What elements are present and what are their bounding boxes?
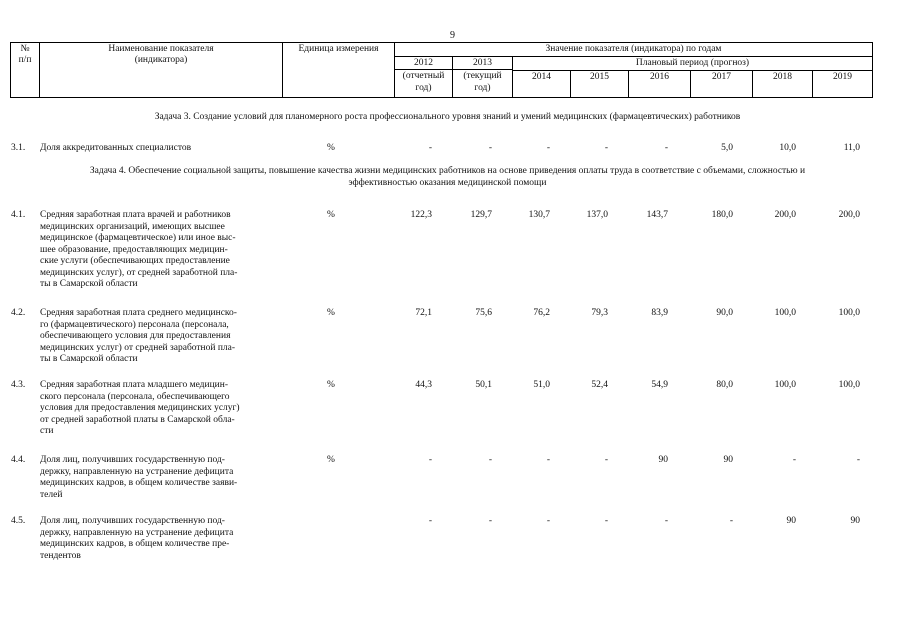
value-2019: 90 bbox=[850, 516, 860, 526]
indicator-unit: % bbox=[327, 455, 335, 465]
value-2015: - bbox=[604, 455, 608, 465]
value-2015: 79,3 bbox=[591, 308, 608, 318]
value-2012: 122,3 bbox=[410, 210, 432, 220]
page-number: 9 bbox=[450, 30, 455, 41]
row-number: 4.4. bbox=[11, 455, 26, 465]
value-2016: - bbox=[664, 143, 668, 153]
value-2019: 11,0 bbox=[843, 143, 860, 153]
header-year: 2017 bbox=[691, 71, 753, 98]
row-number: 4.5. bbox=[11, 516, 26, 526]
value-2012: - bbox=[428, 516, 432, 526]
value-2015: - bbox=[604, 516, 608, 526]
value-2017: 5,0 bbox=[721, 143, 733, 153]
value-2013: 129,7 bbox=[470, 210, 492, 220]
value-2018: - bbox=[792, 455, 796, 465]
value-2012: 72,1 bbox=[415, 308, 432, 318]
indicator-table-header bbox=[10, 42, 873, 98]
value-2018: 200,0 bbox=[774, 210, 796, 220]
value-2018: 100,0 bbox=[774, 308, 796, 318]
value-2016: - bbox=[664, 516, 668, 526]
value-2016: 143,7 bbox=[646, 210, 668, 220]
task4-title: Задача 4. Обеспечение социальной защиты, повышение качества жизни медицинских работников на основе приведения оплаты труда в соответствие с объемами, сложностью и эффективностью оказания медицинской помощи bbox=[89, 166, 806, 188]
task3-title: Задача 3. Создание условий для планомерного роста профессионального уровня знаний и умений медицинских (фармацевтических) работников bbox=[154, 112, 741, 122]
value-2013: 75,6 bbox=[475, 308, 492, 318]
value-2012: - bbox=[428, 143, 432, 153]
value-2014: - bbox=[546, 143, 550, 153]
header-year: 2015 bbox=[571, 71, 629, 98]
header-year-2013: 2013 (текущий год) bbox=[453, 57, 513, 98]
value-2016: 90 bbox=[658, 455, 668, 465]
value-2013: 50,1 bbox=[475, 380, 492, 390]
header-planned-period: Плановый период (прогноз) bbox=[513, 57, 873, 71]
value-2017: 180,0 bbox=[711, 210, 733, 220]
value-2014: 76,2 bbox=[533, 308, 550, 318]
value-2018: 10,0 bbox=[779, 143, 796, 153]
value-2015: 52,4 bbox=[591, 380, 608, 390]
row-number: 4.3. bbox=[11, 380, 26, 390]
header-year: 2018 bbox=[753, 71, 813, 98]
header-number: № п/п bbox=[11, 43, 40, 98]
value-2017: - bbox=[729, 516, 733, 526]
value-2015: - bbox=[604, 143, 608, 153]
indicator-name: Доля лиц, получивших государственную под- держку, направленную на устранение дефицита медицинских кадров, в общем количестве заяви- телей bbox=[40, 455, 238, 500]
row-number: 3.1. bbox=[11, 143, 26, 153]
value-2019: 100,0 bbox=[838, 380, 860, 390]
value-2014: 130,7 bbox=[528, 210, 550, 220]
header-year: 2014 bbox=[513, 71, 571, 98]
header-year: 2016 bbox=[629, 71, 691, 98]
value-2016: 83,9 bbox=[651, 308, 668, 318]
value-2015: 137,0 bbox=[586, 210, 608, 220]
indicator-name: Доля лиц, получивших государственную под- держку, направленную на устранение дефицита медицинских кадров, в общем количестве пре- тендентов bbox=[40, 516, 234, 561]
value-2013: - bbox=[488, 516, 492, 526]
indicator-name: Средняя заработная плата среднего медицинско- го (фармацевтического) персонала (персонала, обеспечивающего условия для предоставления медицинских услуг) от средней заработной пла- ты в Самарской области bbox=[40, 308, 237, 365]
value-2014: - bbox=[546, 455, 550, 465]
indicator-unit: % bbox=[327, 210, 335, 220]
indicator-unit: % bbox=[327, 143, 335, 153]
indicator-name: Доля аккредитованных специалистов bbox=[40, 143, 192, 153]
value-2019: - bbox=[856, 455, 860, 465]
indicator-name: Средняя заработная плата младшего медицин- ского персонала (персонала, обеспечивающего условия для предоставления медицинских услуг) от средней заработной платы в Самарской обла- сти bbox=[40, 380, 240, 437]
value-2012: - bbox=[428, 455, 432, 465]
value-2014: 51,0 bbox=[533, 380, 550, 390]
value-2017: 90 bbox=[723, 455, 733, 465]
value-2014: - bbox=[546, 516, 550, 526]
header-indicator-name: Наименование показателя (индикатора) bbox=[40, 43, 283, 98]
indicator-name: Средняя заработная плата врачей и работников медицинских организаций, имеющих высшее медицинское (фармацевтическое) или иное выс- шее образование, предоставляющих медицин- ские услуги (обеспечивающих предоставление медицинских услуг), от средней заработной пла- ты в Самарской области bbox=[40, 210, 238, 290]
header-unit: Единица измерения bbox=[283, 43, 395, 98]
indicator-unit: % bbox=[327, 308, 335, 318]
row-number: 4.1. bbox=[11, 210, 26, 220]
value-2016: 54,9 bbox=[651, 380, 668, 390]
value-2017: 80,0 bbox=[716, 380, 733, 390]
value-2018: 90 bbox=[786, 516, 796, 526]
row-number: 4.2. bbox=[11, 308, 26, 318]
header-year: 2019 bbox=[813, 71, 873, 98]
value-2018: 100,0 bbox=[774, 380, 796, 390]
header-year-2012: 2012 (отчетный год) bbox=[395, 57, 453, 98]
value-2013: - bbox=[488, 455, 492, 465]
value-2019: 100,0 bbox=[838, 308, 860, 318]
header-values-by-year: Значение показателя (индикатора) по годам bbox=[395, 43, 873, 57]
value-2019: 200,0 bbox=[838, 210, 860, 220]
value-2012: 44,3 bbox=[415, 380, 432, 390]
indicator-unit: % bbox=[327, 380, 335, 390]
value-2017: 90,0 bbox=[716, 308, 733, 318]
value-2013: - bbox=[488, 143, 492, 153]
